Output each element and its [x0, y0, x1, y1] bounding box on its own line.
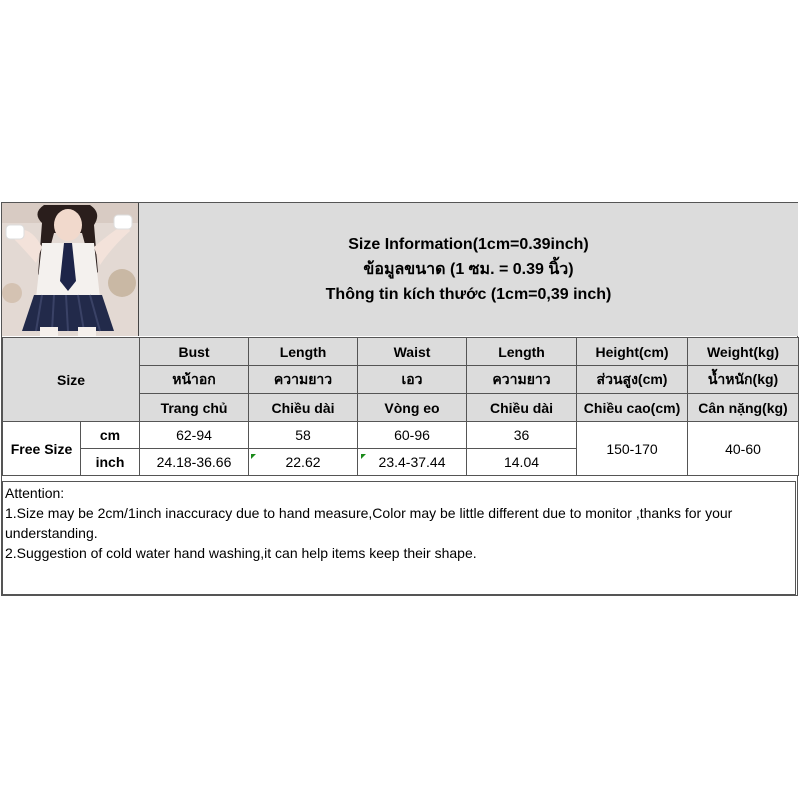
bust-cm: 62-94 [140, 422, 249, 449]
notes-heading: Attention: [5, 485, 65, 501]
header-bust: Bust [140, 338, 249, 366]
header-length: Length [249, 338, 358, 366]
size-table [2, 337, 799, 476]
product-photo [2, 203, 139, 336]
unit-cm: cm [81, 422, 140, 449]
notes-item-2: 2.Suggestion of cold water hand washing,it can help items keep their shape. [5, 545, 477, 561]
bust-inch: 24.18-36.66 [140, 449, 249, 476]
header-length-vi: Chiều dài [249, 394, 358, 422]
header-waist-th: เอว [358, 366, 467, 394]
header-bust-th: หน้าอก [140, 366, 249, 394]
header-weight: Weight(kg) [688, 338, 799, 366]
waist-inch: 23.4-37.44 [358, 449, 467, 476]
header-bust-vi: Trang chủ [140, 394, 249, 422]
header-length-2-th: ความยาว [467, 366, 577, 394]
weight-value: 40-60 [688, 422, 799, 476]
unit-inch: inch [81, 449, 140, 476]
size-info-title [139, 203, 798, 336]
header-length-2: Length [467, 338, 577, 366]
notes-item-1: 1.Size may be 2cm/1inch inaccuracy due to hand measure,Color may be little different due to monitor ,thanks for your understanding. [5, 505, 733, 541]
cell-marker-icon [251, 454, 256, 459]
product-photo-illustration [2, 203, 138, 336]
header-waist-vi: Vòng eo [358, 394, 467, 422]
size-header: Size [3, 338, 140, 422]
header-weight-vi: Cân nặng(kg) [688, 394, 799, 422]
waist-cm: 60-96 [358, 422, 467, 449]
cell-marker-icon [361, 454, 366, 459]
header-height-th: ส่วนสูง(cm) [577, 366, 688, 394]
length-inch: 22.62 [249, 449, 358, 476]
title-english: Size Information(1cm=0.39inch) [348, 236, 589, 253]
length-2-cm: 36 [467, 422, 577, 449]
title-vietnamese: Thông tin kích thước (1cm=0,39 inch) [325, 286, 612, 303]
length-cm: 58 [249, 422, 358, 449]
header-height: Height(cm) [577, 338, 688, 366]
header-length-2-vi: Chiều dài [467, 394, 577, 422]
height-value: 150-170 [577, 422, 688, 476]
attention-notes [2, 481, 796, 595]
header-height-vi: Chiều cao(cm) [577, 394, 688, 422]
header-waist: Waist [358, 338, 467, 366]
header-weight-th: น้ำหนัก(kg) [688, 366, 799, 394]
free-size-label: Free Size [3, 422, 81, 476]
length-2-inch: 14.04 [467, 449, 577, 476]
header-length-th: ความยาว [249, 366, 358, 394]
title-thai: ข้อมูลขนาด (1 ซม. = 0.39 นิ้ว) [363, 261, 574, 278]
